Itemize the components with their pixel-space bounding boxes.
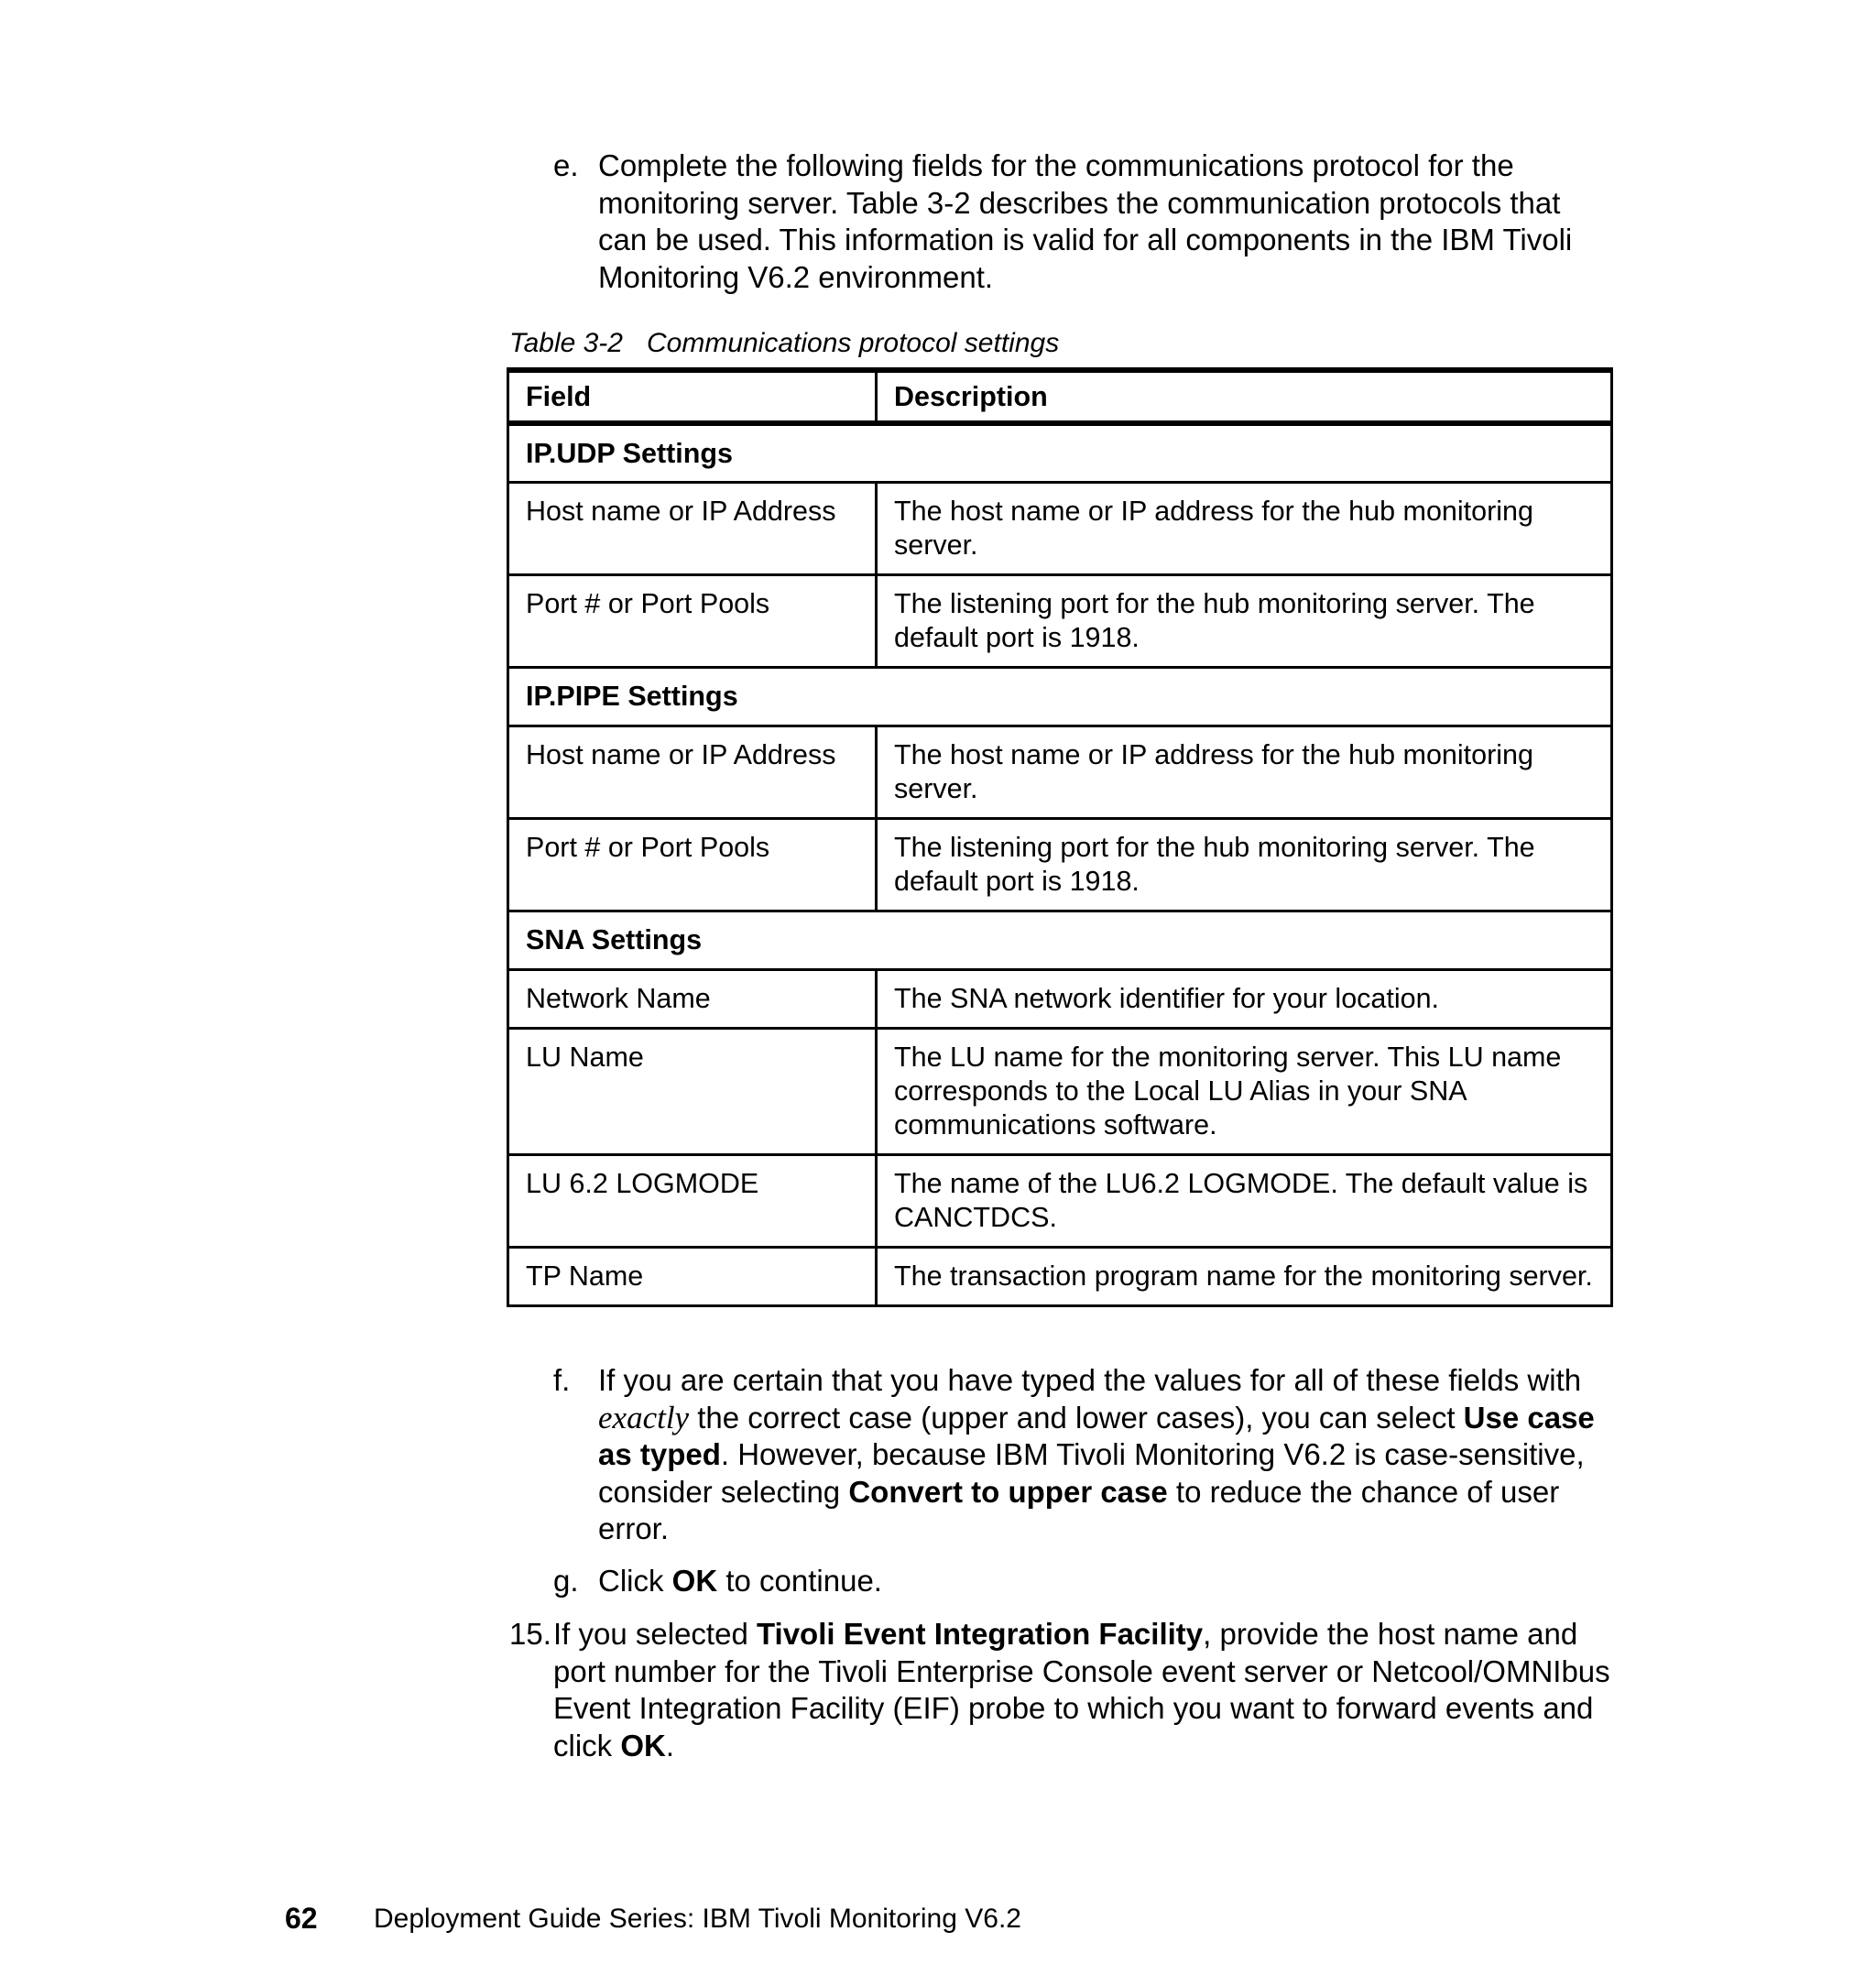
section-title-ip-udp: IP.UDP Settings	[508, 423, 1612, 482]
section-title-sna: SNA Settings	[508, 911, 1612, 969]
field-cell: Port # or Port Pools	[508, 818, 877, 911]
field-cell: Network Name	[508, 969, 877, 1028]
step-f-text-part: . However, because IBM Tivoli Monitoring V6.2 is case-sensitive, consider selecting	[598, 1437, 1585, 1509]
field-cell: Host name or IP Address	[508, 726, 877, 818]
step-15-text-part: If you selected	[553, 1617, 757, 1651]
section-row-ip-pipe	[508, 667, 1612, 726]
field-cell: TP Name	[508, 1247, 877, 1305]
table-row	[508, 1154, 1612, 1247]
step-e-text: Complete the following fields for the communications protocol for the monitoring server. Table 3-2 describes the communication protocols that can be used. This information is valid for all components in the IBM Tivoli Monitoring V6.2 environment.	[598, 148, 1573, 294]
table-caption-title: Communications protocol settings	[646, 328, 1060, 358]
step-g-text-part: Click	[598, 1564, 672, 1598]
description-cell: The LU name for the monitoring server. This LU name corresponds to the Local LU Alias in your SNA communications software.	[877, 1028, 1612, 1154]
table-row	[508, 969, 1612, 1028]
description-cell: The transaction program name for the monitoring server.	[877, 1247, 1612, 1305]
step-e-marker: e.	[553, 148, 579, 182]
step-15-text	[553, 1616, 1616, 1764]
field-cell: LU 6.2 LOGMODE	[508, 1154, 877, 1247]
table-row	[508, 726, 1612, 818]
table-row	[508, 1028, 1612, 1154]
step-g-marker: g.	[553, 1564, 579, 1598]
step-f-marker: f.	[553, 1363, 571, 1397]
section-row-sna	[508, 911, 1612, 969]
step-f-emphasis: exactly	[598, 1399, 690, 1435]
step-f-text-part: to reduce the chance of user error.	[598, 1474, 1560, 1545]
section-title-ip-pipe: IP.PIPE Settings	[508, 667, 1612, 726]
table-row	[508, 482, 1612, 574]
ok-button-label: OK	[671, 1564, 718, 1598]
footer-title: Deployment Guide Series: IBM Tivoli Monitoring V6.2	[374, 1904, 1021, 1934]
field-cell: Port # or Port Pools	[508, 574, 877, 667]
communications-protocol-table	[507, 367, 1613, 1307]
table-header-row	[508, 370, 1612, 423]
step-15-text-part: , provide the host name and port number for the Tivoli Enterprise Console event server or Netcool/OMNIbus Event Integration Facility (EIF) probe to which you want to forward events and click	[553, 1617, 1610, 1762]
step-15-marker: 15.	[509, 1617, 551, 1651]
header-field: Field	[508, 370, 877, 423]
description-cell: The SNA network identifier for your location.	[877, 969, 1612, 1028]
table-caption-number: Table 3-2	[509, 328, 623, 358]
ok-button-label: OK	[620, 1728, 666, 1762]
field-cell: Host name or IP Address	[508, 482, 877, 574]
step-f-text-part: the correct case (upper and lower cases), you can select	[689, 1400, 1464, 1435]
convert-to-upper-case-option: Convert to upper case	[848, 1474, 1168, 1509]
step-f-text-part: If you are certain that you have typed the values for all of these fields with	[598, 1363, 1582, 1397]
description-cell: The listening port for the hub monitoring server. The default port is 1918.	[877, 574, 1612, 667]
table-row	[508, 574, 1612, 667]
table-row	[508, 1247, 1612, 1305]
description-cell: The name of the LU6.2 LOGMODE. The default value is CANCTDCS.	[877, 1154, 1612, 1247]
description-cell: The listening port for the hub monitoring server. The default port is 1918.	[877, 818, 1612, 911]
description-cell: The host name or IP address for the hub monitoring server.	[877, 726, 1612, 818]
header-description: Description	[877, 370, 1612, 423]
step-g-text	[598, 1563, 1615, 1600]
step-15-text-part: .	[665, 1728, 675, 1762]
tivoli-event-integration-facility-label: Tivoli Event Integration Facility	[756, 1617, 1204, 1651]
section-row-ip-udp	[508, 423, 1612, 482]
page-number: 62	[285, 1902, 318, 1935]
use-case-as-typed-option: Use case as typed	[598, 1400, 1595, 1471]
field-cell: LU Name	[508, 1028, 877, 1154]
table-row	[508, 818, 1612, 911]
step-g-text-part: to continue.	[717, 1564, 882, 1598]
step-f-text	[598, 1362, 1615, 1548]
table-caption	[509, 325, 1059, 362]
description-cell: The host name or IP address for the hub monitoring server.	[877, 482, 1612, 574]
